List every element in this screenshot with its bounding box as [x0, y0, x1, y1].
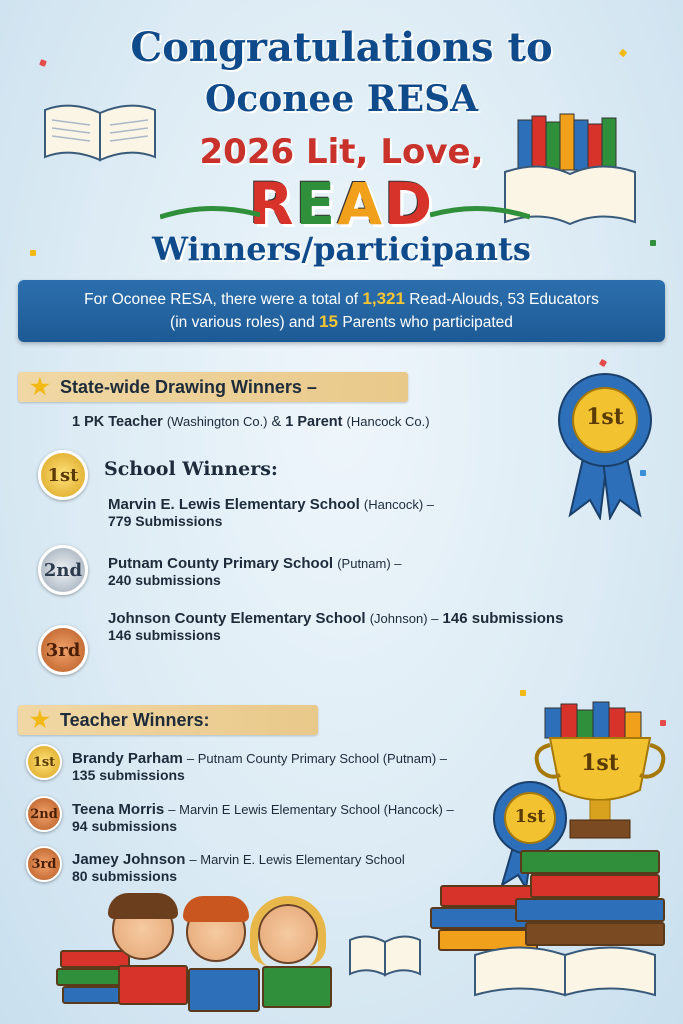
statewide-heading-ribbon [18, 372, 408, 402]
teacher-first-medal [26, 744, 62, 780]
book-icon [188, 968, 260, 1012]
statewide-teacher: 1 PK Teacher [72, 414, 163, 430]
book-icon [530, 874, 660, 898]
statewide-parent: 1 Parent [285, 414, 343, 430]
banner-text: Read-Alouds, 53 Educators [409, 291, 599, 308]
event-year: 2026 [199, 132, 295, 172]
banner-text: Parents who participated [342, 314, 513, 331]
school-name: Putnam County Primary School [108, 555, 334, 572]
first-place-ribbon-icon [555, 370, 655, 520]
teacher-name: Jamey Johnson [72, 851, 186, 868]
teacher-school: – Putnam County Primary School (Putnam) – [186, 751, 448, 766]
teacher-third-medal [26, 846, 62, 882]
child-hair-icon [183, 896, 249, 922]
read-letter-r: R [248, 170, 296, 238]
open-book-icon [345, 930, 425, 980]
book-icon [515, 898, 665, 922]
statewide-amp: & [271, 414, 282, 430]
bronze-medal-icon: 3rd [26, 846, 62, 882]
child-hair-icon [108, 893, 178, 919]
read-letter-a: A [337, 170, 385, 238]
trophy-label: 1st [581, 750, 619, 776]
teacher-school: – Marvin E Lewis Elementary School (Hancock) – [168, 802, 454, 817]
read-letter-d: D [384, 170, 435, 238]
school-submissions-inline: 146 submissions [442, 610, 564, 627]
school-submissions: 779 Submissions [108, 513, 223, 529]
teacher-submissions: 94 submissions [72, 818, 178, 834]
school-entry-1 [108, 496, 434, 529]
teacher-entry-1 [72, 750, 447, 783]
headline-congratulations: Congratulations to [130, 24, 553, 71]
star-icon: ★ [30, 707, 50, 732]
child-hair-icon [250, 896, 326, 966]
school-submissions: 146 submissions [108, 627, 221, 643]
teacher-heading: Teacher Winners: [60, 710, 210, 730]
swoosh-decoration [430, 205, 530, 225]
school-submissions: 240 submissions [108, 572, 221, 588]
read-letter-e: E [295, 170, 338, 238]
school-entry-3 [108, 610, 563, 643]
school-county: (Johnson) – [369, 611, 439, 626]
confetti [520, 690, 526, 696]
banner-text: For Oconee RESA, there were a total of [84, 291, 359, 308]
teacher-school: – Marvin E. Lewis Elementary School [189, 852, 405, 867]
bronze-medal-icon: 2nd [26, 796, 62, 832]
school-entry-2 [108, 555, 402, 588]
event-read-word [0, 170, 683, 238]
open-book-icon [470, 940, 660, 1000]
star-icon: ★ [30, 374, 50, 399]
teacher-second-medal [26, 796, 62, 832]
event-lit: Lit, [305, 132, 369, 172]
teacher-entry-2 [72, 801, 454, 834]
participation-banner [18, 280, 665, 342]
swoosh-decoration [160, 205, 260, 225]
teacher-submissions: 80 submissions [72, 868, 178, 884]
school-third-medal [38, 625, 88, 675]
teacher-entry-3 [72, 851, 405, 884]
ribbon-medal-label: 1st [586, 404, 624, 430]
school-county: (Putnam) – [337, 556, 402, 571]
banner-text: (in various roles) and [170, 314, 315, 331]
confetti [599, 359, 607, 367]
teacher-submissions: 135 submissions [72, 767, 185, 783]
trophy-ribbon-label: 1st [514, 806, 546, 827]
parents-count: 15 [319, 312, 339, 331]
statewide-heading: State-wide Drawing Winners – [60, 377, 317, 397]
book-icon [262, 966, 332, 1008]
school-second-medal [38, 545, 88, 595]
teacher-name: Teena Morris [72, 801, 165, 818]
silver-medal-icon: 2nd [38, 545, 88, 595]
statewide-winners-line [72, 414, 430, 430]
teacher-name: Brandy Parham [72, 750, 183, 767]
book-icon [520, 850, 660, 874]
school-name: Marvin E. Lewis Elementary School [108, 496, 360, 513]
bronze-medal-icon: 3rd [38, 625, 88, 675]
gold-medal-icon: 1st [26, 744, 62, 780]
event-title-line [0, 132, 683, 172]
gold-medal-icon: 1st [38, 450, 88, 500]
teacher-heading-ribbon [18, 705, 318, 735]
headline-organization: Oconee RESA [204, 78, 479, 120]
winners-participants-title: Winners/participants [152, 230, 531, 268]
school-first-medal [38, 450, 88, 500]
event-love: Love, [380, 132, 484, 172]
school-name: Johnson County Elementary School [108, 610, 366, 627]
book-icon [118, 965, 188, 1005]
statewide-parent-place: (Hancock Co.) [346, 414, 430, 429]
school-county: (Hancock) – [363, 497, 434, 512]
read-alouds-count: 1,321 [362, 289, 405, 308]
statewide-teacher-place: (Washington Co.) [166, 414, 268, 429]
school-winners-heading: School Winners: [104, 458, 278, 480]
